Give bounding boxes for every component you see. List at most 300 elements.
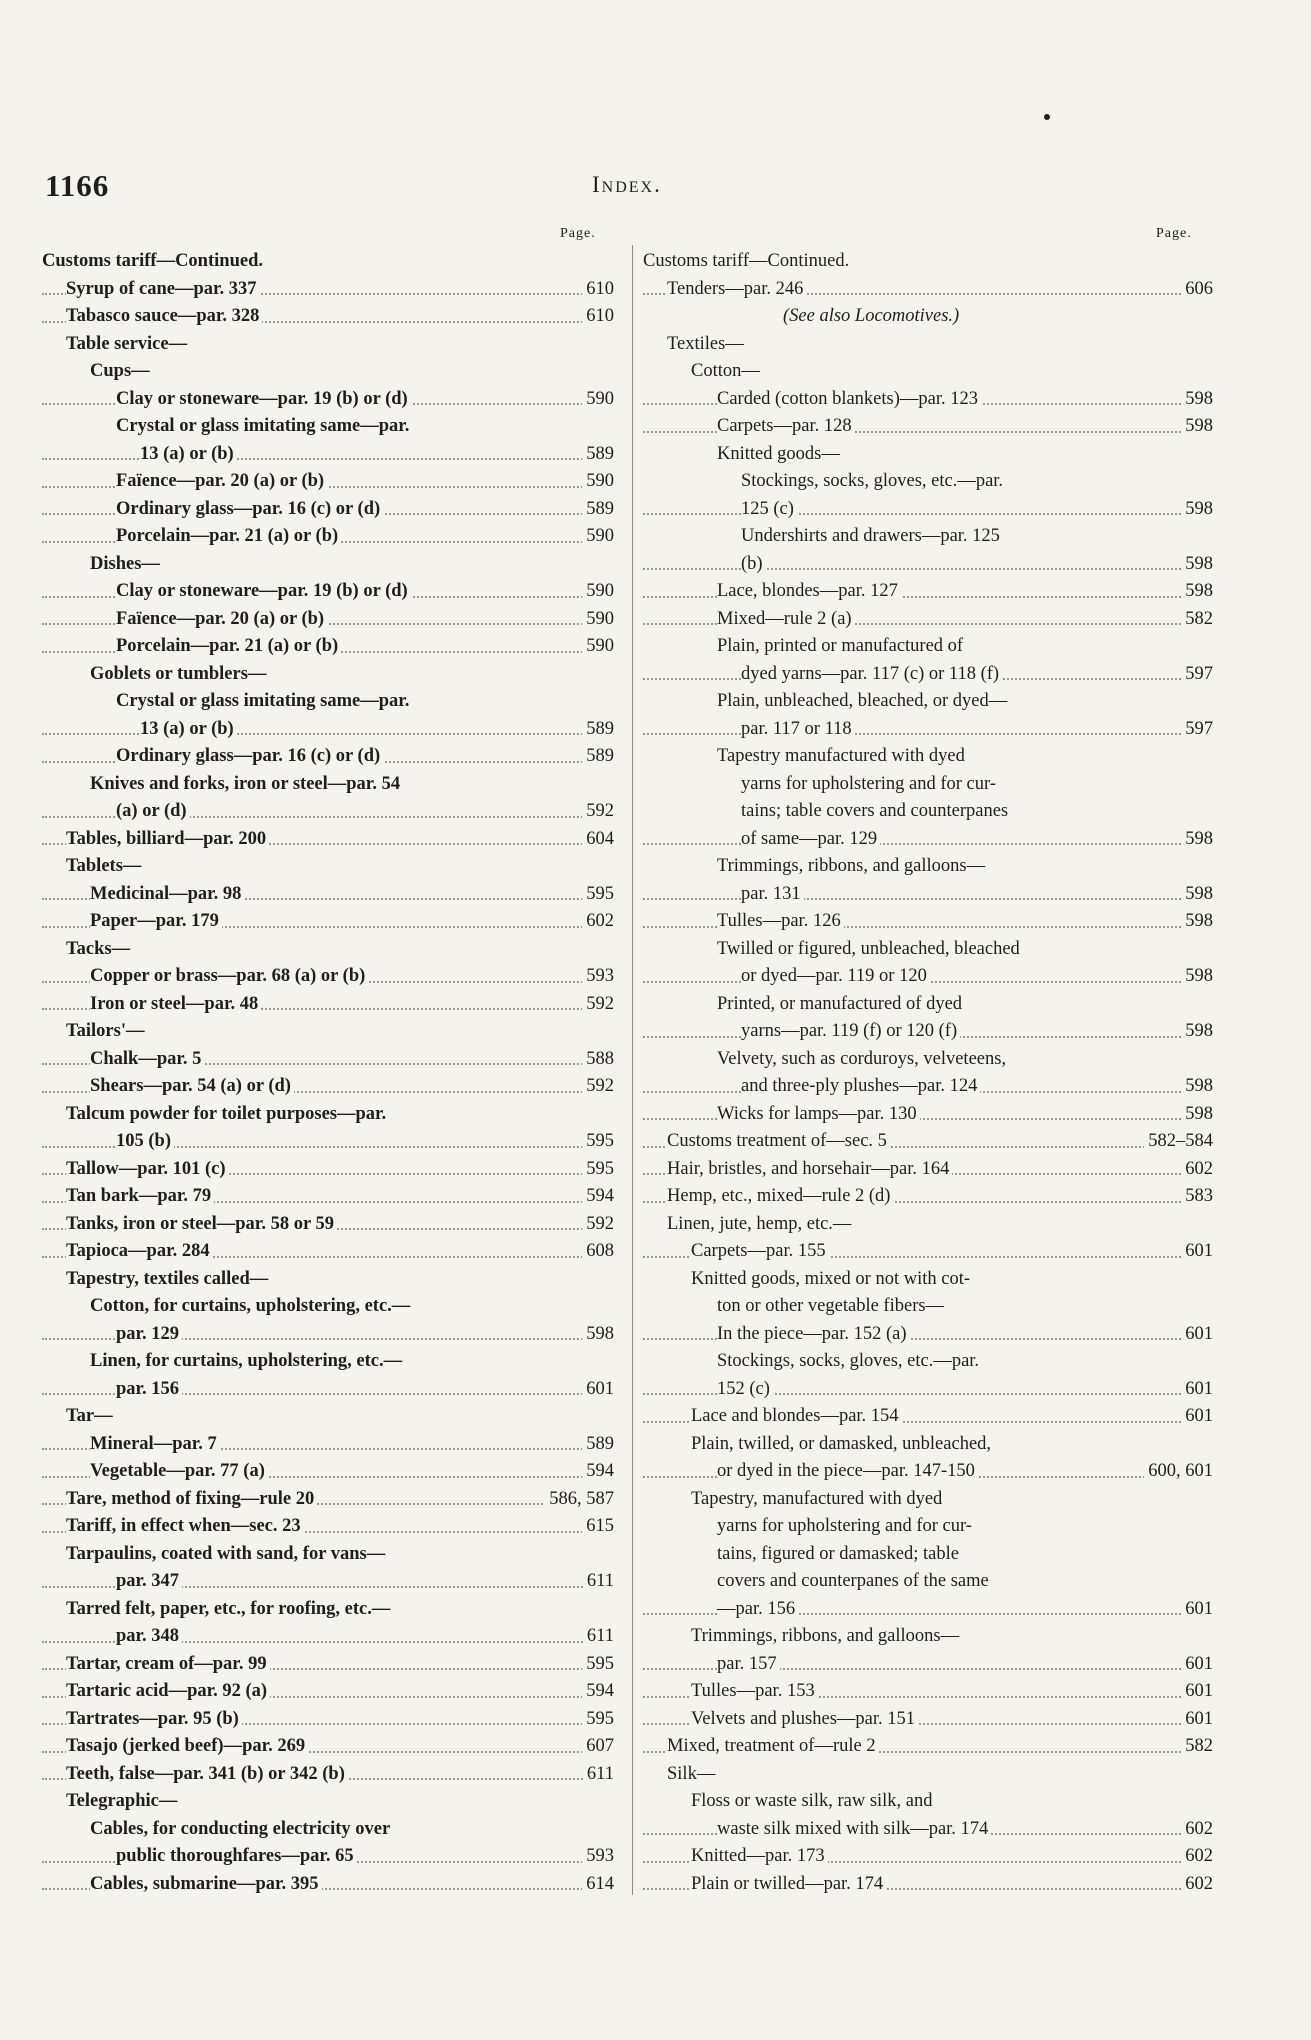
index-entry: [42, 1073, 614, 1101]
index-entry: [42, 826, 614, 854]
entry-text: Linen, for curtains, upholstering, etc.—: [90, 1351, 405, 1371]
entry-page-ref: 594: [582, 1183, 614, 1211]
entry-text: Mineral—par. 7: [90, 1434, 220, 1454]
index-entry: [643, 1678, 1213, 1706]
entry-text: Printed, or manufactured of dyed: [717, 994, 965, 1014]
index-entry: [643, 881, 1213, 909]
index-entry: [643, 1431, 1213, 1459]
index-entry: [42, 413, 614, 441]
entry-text: In the piece—par. 152 (a): [717, 1324, 910, 1344]
entry-text: Cotton—: [691, 361, 763, 381]
entry-text: and three-ply plushes—par. 124: [741, 1076, 980, 1096]
index-entry: [643, 1018, 1213, 1046]
index-entry: [42, 1513, 614, 1541]
entry-text: Tacks—: [66, 939, 133, 959]
left-page-label: Page.: [560, 226, 596, 241]
entry-text: (a) or (d): [116, 801, 190, 821]
index-entry: [643, 1871, 1213, 1899]
entry-text: Tariff, in effect when—sec. 23: [66, 1516, 304, 1536]
index-entry: [643, 1816, 1213, 1844]
index-entry: [643, 468, 1213, 496]
index-entry: [42, 358, 614, 386]
entry-text: Tallow—par. 101 (c): [66, 1159, 229, 1179]
entry-page-ref: 598: [1181, 386, 1213, 414]
entry-page-ref: 590: [582, 633, 614, 661]
entry-page-ref: 602: [1181, 1816, 1213, 1844]
index-entry: [643, 413, 1213, 441]
entry-text: Teeth, false—par. 341 (b) or 342 (b): [66, 1764, 348, 1784]
entry-text: Floss or waste silk, raw silk, and: [691, 1791, 936, 1811]
entry-text: par. 347: [116, 1571, 182, 1591]
index-entry: [42, 661, 614, 689]
entry-text: Tartar, cream of—par. 99: [66, 1654, 270, 1674]
entry-page-ref: 598: [1181, 826, 1213, 854]
index-entry: [643, 991, 1213, 1019]
index-entry: [42, 1156, 614, 1184]
entry-text: Tar—: [66, 1406, 116, 1426]
index-entry: [42, 1706, 614, 1734]
entry-text: Faïence—par. 20 (a) or (b): [116, 609, 327, 629]
index-entry: [643, 1128, 1213, 1156]
entry-page-ref: 598: [1181, 908, 1213, 936]
index-entry: [42, 1678, 614, 1706]
entry-text: Porcelain—par. 21 (a) or (b): [116, 526, 341, 546]
entry-text: par. 348: [116, 1626, 182, 1646]
entry-text: Lace, blondes—par. 127: [717, 581, 901, 601]
entry-text: Knitted goods, mixed or not with cot-: [691, 1269, 973, 1289]
entry-text: Carded (cotton blankets)—par. 123: [717, 389, 981, 409]
index-entry: [42, 606, 614, 634]
index-entry: [643, 1073, 1213, 1101]
index-entry: [643, 1568, 1213, 1596]
index-entry: [42, 1541, 614, 1569]
entry-text: Tan bark—par. 79: [66, 1186, 214, 1206]
entry-text: Ordinary glass—par. 16 (c) or (d): [116, 499, 383, 519]
index-entry: [42, 1431, 614, 1459]
entry-text: par. 157: [717, 1654, 780, 1674]
entry-page-ref: 595: [582, 881, 614, 909]
entry-text: Knitted goods—: [717, 444, 843, 464]
entry-text: Tasajo (jerked beef)—par. 269: [66, 1736, 308, 1756]
index-entry: [42, 578, 614, 606]
entry-text: of same—par. 129: [741, 829, 880, 849]
entry-text: waste silk mixed with silk—par. 174: [717, 1819, 991, 1839]
index-entry: [42, 1596, 614, 1624]
index-entry: [42, 743, 614, 771]
index-entry: [643, 606, 1213, 634]
entry-text: tains; table covers and counterpanes: [741, 801, 1011, 821]
entry-text: dyed yarns—par. 117 (c) or 118 (f): [741, 664, 1002, 684]
index-entry: [643, 1486, 1213, 1514]
index-entry: [42, 1266, 614, 1294]
entry-page-ref: 592: [582, 1073, 614, 1101]
entry-text: Textiles—: [667, 334, 747, 354]
index-entry: [42, 303, 614, 331]
entry-text: Tarred felt, paper, etc., for roofing, etc.—: [66, 1599, 393, 1619]
index-entry: [643, 276, 1213, 304]
index-entry: [643, 1733, 1213, 1761]
index-entry: [42, 1293, 614, 1321]
entry-text: Cotton, for curtains, upholstering, etc.—: [90, 1296, 413, 1316]
entry-page-ref: 592: [582, 798, 614, 826]
index-entry: [643, 853, 1213, 881]
index-entry: [42, 771, 614, 799]
entry-text: Mixed, treatment of—rule 2: [667, 1736, 879, 1756]
entry-page-ref: 582: [1181, 1733, 1213, 1761]
entry-text: Shears—par. 54 (a) or (d): [90, 1076, 294, 1096]
entry-text: par. 129: [116, 1324, 182, 1344]
index-entry: [42, 1183, 614, 1211]
index-entry: [643, 716, 1213, 744]
page-number: 1166: [45, 168, 110, 203]
entry-page-ref: 610: [582, 303, 614, 331]
entry-page-ref: 592: [582, 991, 614, 1019]
entry-page-ref: 601: [582, 1376, 614, 1404]
entry-text: Vegetable—par. 77 (a): [90, 1461, 268, 1481]
entry-text: Ordinary glass—par. 16 (c) or (d): [116, 746, 383, 766]
index-entry: [42, 853, 614, 881]
index-entry: [643, 936, 1213, 964]
index-entry: [42, 688, 614, 716]
entry-text: Plain, printed or manufactured of: [717, 636, 966, 656]
entry-text: Plain, unbleached, bleached, or dyed—: [717, 691, 1010, 711]
index-entry: [643, 523, 1213, 551]
index-entry: [42, 441, 614, 469]
entry-text: yarns for upholstering and for cur-: [741, 774, 999, 794]
index-entry: [42, 1376, 614, 1404]
entry-page-ref: 597: [1181, 716, 1213, 744]
entry-text: Lace and blondes—par. 154: [691, 1406, 902, 1426]
index-entry: [643, 1458, 1213, 1486]
index-entry: [643, 1348, 1213, 1376]
entry-page-ref: 601: [1181, 1706, 1213, 1734]
entry-page-ref: 582: [1181, 606, 1213, 634]
entry-page-ref: 608: [582, 1238, 614, 1266]
index-entry: [643, 1238, 1213, 1266]
index-entry: [643, 1046, 1213, 1074]
entry-text: par. 156: [116, 1379, 182, 1399]
entry-text: Tapestry, textiles called—: [66, 1269, 271, 1289]
entry-text: —par. 156: [717, 1599, 798, 1619]
entry-text: Table service—: [66, 334, 190, 354]
entry-text: Plain or twilled—par. 174: [691, 1874, 886, 1894]
entry-page-ref: 590: [582, 578, 614, 606]
entry-text: Knives and forks, iron or steel—par. 54: [90, 774, 403, 794]
entry-text: Tables, billiard—par. 200: [66, 829, 269, 849]
index-entry: [42, 716, 614, 744]
entry-page-ref: 602: [1181, 1871, 1213, 1899]
entry-page-ref: 602: [1181, 1156, 1213, 1184]
index-entry: [643, 908, 1213, 936]
entry-text: Tapestry, manufactured with dyed: [691, 1489, 945, 1509]
column-divider: [632, 245, 633, 1895]
entry-text: Iron or steel—par. 48: [90, 994, 261, 1014]
index-entry: [643, 1101, 1213, 1129]
index-entry: [42, 1568, 614, 1596]
entry-text: Cables, submarine—par. 395: [90, 1874, 322, 1894]
entry-text: Clay or stoneware—par. 19 (b) or (d): [116, 389, 411, 409]
entry-text: Crystal or glass imitating same—par.: [116, 416, 412, 436]
entry-page-ref: 594: [582, 1458, 614, 1486]
entry-page-ref: 598: [1181, 1018, 1213, 1046]
entry-page-ref: 593: [582, 963, 614, 991]
entry-page-ref: 614: [582, 1871, 614, 1899]
entry-text: Talcum powder for toilet purposes—par.: [66, 1104, 389, 1124]
entry-text: Chalk—par. 5: [90, 1049, 204, 1069]
index-entry: [42, 1623, 614, 1651]
entry-page-ref: 588: [582, 1046, 614, 1074]
entry-text: (b): [741, 554, 766, 574]
entry-text: Syrup of cane—par. 337: [66, 279, 260, 299]
entry-text: Medicinal—par. 98: [90, 884, 244, 904]
entry-text: Stockings, socks, gloves, etc.—par.: [717, 1351, 982, 1371]
index-entry: [42, 1046, 614, 1074]
index-entry: [643, 1788, 1213, 1816]
index-entry: [42, 1843, 614, 1871]
entry-page-ref: 610: [582, 276, 614, 304]
entry-text: par. 131: [741, 884, 804, 904]
entry-text: Hair, bristles, and horsehair—par. 164: [667, 1159, 952, 1179]
entry-page-ref: 598: [1181, 1101, 1213, 1129]
entry-text: Paper—par. 179: [90, 911, 222, 931]
entry-page-ref: 589: [582, 441, 614, 469]
index-entry: [42, 1761, 614, 1789]
entry-text: Twilled or figured, unbleached, bleached: [717, 939, 1023, 959]
entry-page-ref: 598: [1181, 881, 1213, 909]
entry-text: 105 (b): [116, 1131, 174, 1151]
index-entry: [643, 1761, 1213, 1789]
index-entry: [643, 358, 1213, 386]
index-entry: [42, 1238, 614, 1266]
index-entry: [42, 1403, 614, 1431]
index-entry: [643, 248, 1213, 276]
entry-text: Hemp, etc., mixed—rule 2 (d): [667, 1186, 893, 1206]
index-entry: [42, 936, 614, 964]
entry-text: 13 (a) or (b): [140, 444, 237, 464]
entry-page-ref: 601: [1181, 1678, 1213, 1706]
entry-page-ref: 602: [1181, 1843, 1213, 1871]
ink-speck: [1044, 114, 1050, 120]
index-entry: [643, 743, 1213, 771]
index-entry: [643, 1321, 1213, 1349]
index-entry: [643, 441, 1213, 469]
index-entry: [42, 551, 614, 579]
index-entry: [42, 633, 614, 661]
index-entry: [643, 771, 1213, 799]
index-entry: [643, 963, 1213, 991]
index-entry: [42, 1348, 614, 1376]
entry-page-ref: 589: [582, 1431, 614, 1459]
entry-page-ref: 595: [582, 1128, 614, 1156]
entry-text: or dyed—par. 119 or 120: [741, 966, 930, 986]
entry-page-ref: 611: [583, 1568, 614, 1596]
index-entry: [643, 386, 1213, 414]
entry-text: Velvets and plushes—par. 151: [691, 1709, 918, 1729]
entry-text: Tanks, iron or steel—par. 58 or 59: [66, 1214, 337, 1234]
index-entry: [42, 331, 614, 359]
entry-page-ref: 597: [1181, 661, 1213, 689]
entry-page-ref: 615: [582, 1513, 614, 1541]
entry-text: Tailors'—: [66, 1021, 147, 1041]
entry-page-ref: 598: [1181, 551, 1213, 579]
entry-page-ref: 611: [583, 1761, 614, 1789]
entry-text: Tulles—par. 126: [717, 911, 844, 931]
index-entry: [42, 1128, 614, 1156]
index-entry: [643, 1376, 1213, 1404]
entry-text: Carpets—par. 128: [717, 416, 855, 436]
index-entry: [42, 1458, 614, 1486]
index-entry: [42, 963, 614, 991]
entry-page-ref: 607: [582, 1733, 614, 1761]
index-entry: [643, 826, 1213, 854]
index-entry: [42, 523, 614, 551]
entry-text: Undershirts and drawers—par. 125: [741, 526, 1003, 546]
entry-text: or dyed in the piece—par. 147-150: [717, 1461, 978, 1481]
entry-text: Tabasco sauce—par. 328: [66, 306, 262, 326]
index-entry: [42, 1651, 614, 1679]
entry-text: Trimmings, ribbons, and galloons—: [717, 856, 988, 876]
entry-page-ref: 601: [1181, 1596, 1213, 1624]
entry-text: Tare, method of fixing—rule 20: [66, 1489, 317, 1509]
index-entry: [643, 1596, 1213, 1624]
entry-page-ref: 602: [582, 908, 614, 936]
entry-page-ref: 598: [1181, 963, 1213, 991]
index-entry: [643, 1651, 1213, 1679]
index-entry: [42, 248, 614, 276]
entry-text: Mixed—rule 2 (a): [717, 609, 855, 629]
index-entry: [643, 1513, 1213, 1541]
entry-page-ref: 598: [1181, 578, 1213, 606]
index-entry: [42, 496, 614, 524]
entry-text: Cups—: [90, 361, 153, 381]
index-entry: [643, 1211, 1213, 1239]
entry-page-ref: 589: [582, 496, 614, 524]
index-entry: [643, 798, 1213, 826]
entry-text: Plain, twilled, or damasked, unbleached,: [691, 1434, 994, 1454]
entry-text: Telegraphic—: [66, 1791, 180, 1811]
index-entry: [643, 1183, 1213, 1211]
entry-text: Cables, for conducting electricity over: [90, 1819, 393, 1839]
entry-text: Porcelain—par. 21 (a) or (b): [116, 636, 341, 656]
index-entry: [643, 1293, 1213, 1321]
index-entry: [42, 276, 614, 304]
index-entry: [643, 1403, 1213, 1431]
entry-text: Tablets—: [66, 856, 144, 876]
entry-text: Silk—: [667, 1764, 718, 1784]
entry-page-ref: 590: [582, 386, 614, 414]
entry-text: Knitted—par. 173: [691, 1846, 828, 1866]
entry-page-ref: 601: [1181, 1321, 1213, 1349]
entry-text: Customs treatment of—sec. 5: [667, 1131, 890, 1151]
entry-page-ref: 590: [582, 523, 614, 551]
entry-text: Tulles—par. 153: [691, 1681, 818, 1701]
entry-page-ref: 595: [582, 1706, 614, 1734]
entry-text: Tapestry manufactured with dyed: [717, 746, 968, 766]
entry-page-ref: 595: [582, 1156, 614, 1184]
entry-page-ref: 600, 601: [1144, 1458, 1213, 1486]
index-entry: [643, 551, 1213, 579]
entry-text: Tartaric acid—par. 92 (a): [66, 1681, 270, 1701]
entry-page-ref: 589: [582, 716, 614, 744]
entry-text: Goblets or tumblers—: [90, 664, 269, 684]
entry-text: 125 (c): [741, 499, 797, 519]
index-entry: [643, 661, 1213, 689]
entry-page-ref: 589: [582, 743, 614, 771]
entry-text: Copper or brass—par. 68 (a) or (b): [90, 966, 368, 986]
index-entry: [643, 1541, 1213, 1569]
entry-text: Velvety, such as corduroys, velveteens,: [717, 1049, 1009, 1069]
entry-text: ton or other vegetable fibers—: [717, 1296, 947, 1316]
index-entry: [42, 1816, 614, 1844]
index-entry: [42, 1486, 614, 1514]
entry-page-ref: 601: [1181, 1238, 1213, 1266]
entry-text: Faïence—par. 20 (a) or (b): [116, 471, 327, 491]
entry-text: Stockings, socks, gloves, etc.—par.: [741, 471, 1006, 491]
entry-text: Customs tariff—Continued.: [42, 251, 266, 271]
index-entry: [42, 386, 614, 414]
index-entry: [42, 1871, 614, 1899]
right-index-column: [643, 248, 1213, 1898]
index-entry: [643, 331, 1213, 359]
index-entry: [643, 688, 1213, 716]
entry-page-ref: 582–584: [1144, 1128, 1213, 1156]
index-entry: [42, 1101, 614, 1129]
entry-page-ref: 598: [1181, 1073, 1213, 1101]
entry-page-ref: 598: [1181, 413, 1213, 441]
entry-text: Tartrates—par. 95 (b): [66, 1709, 242, 1729]
entry-text: 152 (c): [717, 1379, 773, 1399]
entry-text: Tarpaulins, coated with sand, for vans—: [66, 1544, 388, 1564]
entry-page-ref: 598: [1181, 496, 1213, 524]
entry-page-ref: 592: [582, 1211, 614, 1239]
entry-text: par. 117 or 118: [741, 719, 855, 739]
entry-text: yarns—par. 119 (f) or 120 (f): [741, 1021, 960, 1041]
entry-page-ref: 601: [1181, 1651, 1213, 1679]
entry-text: Trimmings, ribbons, and galloons—: [691, 1626, 962, 1646]
entry-text: Dishes—: [90, 554, 163, 574]
entry-text: Tapioca—par. 284: [66, 1241, 213, 1261]
entry-page-ref: 604: [582, 826, 614, 854]
page-title: Index.: [592, 172, 662, 197]
entry-page-ref: 590: [582, 606, 614, 634]
index-entry: [42, 1018, 614, 1046]
right-page-label: Page.: [1156, 226, 1192, 241]
index-entry: [643, 578, 1213, 606]
entry-page-ref: 594: [582, 1678, 614, 1706]
left-index-column: [42, 248, 614, 1898]
index-entry: [643, 633, 1213, 661]
index-entry: [643, 1706, 1213, 1734]
entry-text: Clay or stoneware—par. 19 (b) or (d): [116, 581, 411, 601]
entry-text: Wicks for lamps—par. 130: [717, 1104, 920, 1124]
entry-page-ref: 586, 587: [545, 1486, 614, 1514]
index-entry: [42, 1211, 614, 1239]
index-entry: [42, 798, 614, 826]
entry-text: yarns for upholstering and for cur-: [717, 1516, 975, 1536]
index-entry: [643, 1266, 1213, 1294]
entry-text: 13 (a) or (b): [140, 719, 237, 739]
entry-page-ref: 601: [1181, 1403, 1213, 1431]
entry-text: Customs tariff—Continued.: [643, 251, 852, 271]
index-entry: [42, 1788, 614, 1816]
index-entry: [42, 991, 614, 1019]
index-entry: [42, 908, 614, 936]
entry-page-ref: 593: [582, 1843, 614, 1871]
entry-page-ref: 598: [582, 1321, 614, 1349]
entry-text: Linen, jute, hemp, etc.—: [667, 1214, 854, 1234]
entry-text: covers and counterpanes of the same: [717, 1571, 992, 1591]
index-entry: [42, 1733, 614, 1761]
